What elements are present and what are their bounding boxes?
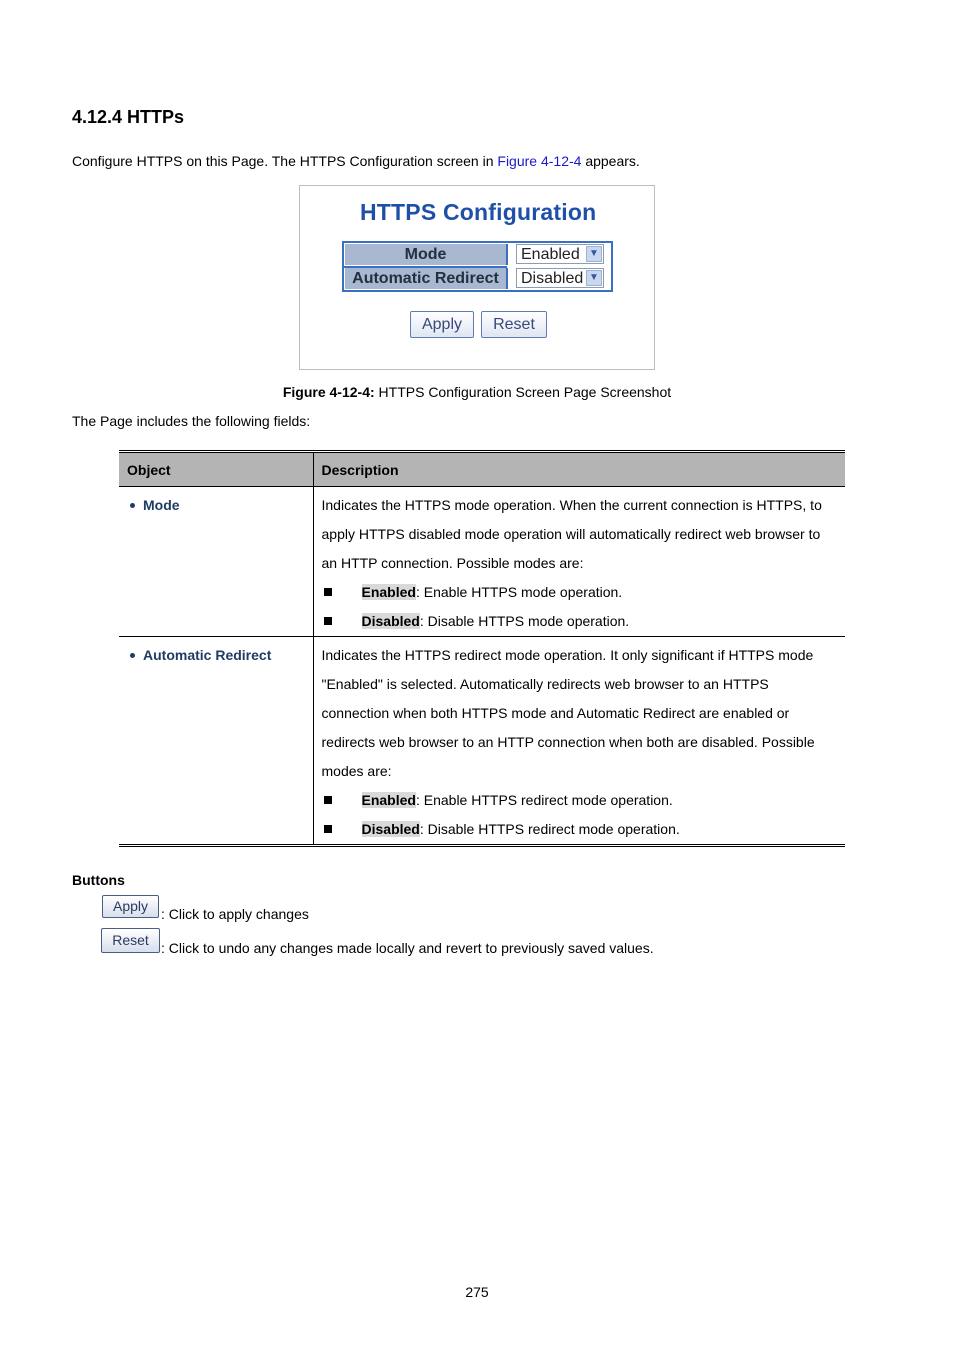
option-text: : Enable HTTPS redirect mode operation. [415, 792, 673, 808]
config-title: HTTPS Configuration [360, 199, 597, 225]
description-line: apply HTTPS disabled mode operation will automatically redirect web browser to [321, 526, 821, 542]
option-term: Disabled [361, 821, 420, 837]
description-line: an HTTP connection. Possible modes are: [321, 555, 584, 571]
option-item [322, 607, 838, 636]
description-cell [313, 637, 845, 846]
option-item [322, 815, 838, 844]
object-cell [119, 637, 313, 846]
square-bullet-icon [324, 617, 332, 625]
description-line: redirects web browser to an HTTP connection when both are disabled. Possible [321, 734, 815, 750]
reset-description: : Click to undo any changes made locally and revert to previously saved values. [161, 940, 654, 956]
figure-link[interactable]: Figure 4-12-4 [497, 153, 582, 169]
description-header: Description [313, 452, 845, 487]
option-term: Enabled [361, 584, 416, 600]
bullet-icon [130, 653, 135, 658]
config-row-mode [344, 243, 611, 266]
square-bullet-icon [324, 825, 332, 833]
description-line: Indicates the HTTPS mode operation. When the current connection is HTTPS, to [321, 497, 822, 513]
mode-label: Mode [345, 244, 508, 265]
option-term: Disabled [361, 613, 420, 629]
fields-intro: The Page includes the following fields: [72, 413, 311, 429]
chevron-down-icon[interactable]: ▼ [586, 270, 602, 286]
object-name: Automatic Redirect [143, 647, 272, 663]
object-cell [119, 487, 313, 637]
chevron-down-icon[interactable]: ▼ [586, 246, 602, 262]
table-header-row [119, 452, 845, 487]
mode-select-value: Enabled [521, 246, 580, 263]
description-line: modes are: [321, 763, 392, 779]
caption-label: Figure 4-12-4: [282, 384, 375, 400]
option-text: : Enable HTTPS mode operation. [415, 584, 623, 600]
apply-button-sample[interactable]: Apply [102, 895, 159, 918]
option-term: Enabled [361, 792, 416, 808]
fields-table [119, 450, 845, 847]
square-bullet-icon [324, 588, 332, 596]
option-text: : Disable HTTPS redirect mode operation. [419, 821, 680, 837]
figure-screenshot [299, 185, 655, 370]
square-bullet-icon [324, 796, 332, 804]
apply-button[interactable]: Apply [410, 311, 474, 338]
section-title: 4.12.4 HTTPs [72, 107, 185, 127]
intro-text-end: appears. [581, 153, 640, 169]
description-cell [313, 487, 845, 637]
config-row-redirect [344, 267, 611, 290]
reset-button[interactable]: Reset [481, 311, 547, 338]
redirect-select[interactable] [516, 268, 604, 288]
redirect-select-value: Disabled [521, 270, 584, 287]
apply-description: : Click to apply changes [161, 906, 309, 922]
buttons-heading: Buttons [72, 872, 125, 888]
redirect-label: Automatic Redirect [345, 268, 508, 289]
description-line: "Enabled" is selected. Automatically redirects web browser to an HTTPS [321, 676, 769, 692]
object-name: Mode [143, 497, 180, 513]
intro-paragraph [72, 153, 640, 169]
figure-caption [0, 384, 954, 400]
page-number: 275 [465, 1284, 489, 1300]
reset-button-sample[interactable]: Reset [101, 928, 160, 953]
option-text: : Disable HTTPS mode operation. [419, 613, 630, 629]
description-line: connection when both HTTPS mode and Automatic Redirect are enabled or [321, 705, 790, 721]
intro-text: Configure HTTPS on this Page. The HTTPS Configuration screen in [72, 153, 498, 169]
bullet-icon [130, 503, 135, 508]
option-item [322, 786, 838, 815]
description-line: Indicates the HTTPS redirect mode operation. It only significant if HTTPS mode [321, 647, 814, 663]
mode-select[interactable] [516, 244, 604, 264]
table-row [119, 487, 845, 637]
object-header: Object [119, 452, 313, 487]
caption-text: HTTPS Configuration Screen Page Screenshot [374, 384, 672, 400]
table-row [119, 637, 845, 846]
option-item [322, 578, 838, 607]
config-table [342, 241, 613, 292]
